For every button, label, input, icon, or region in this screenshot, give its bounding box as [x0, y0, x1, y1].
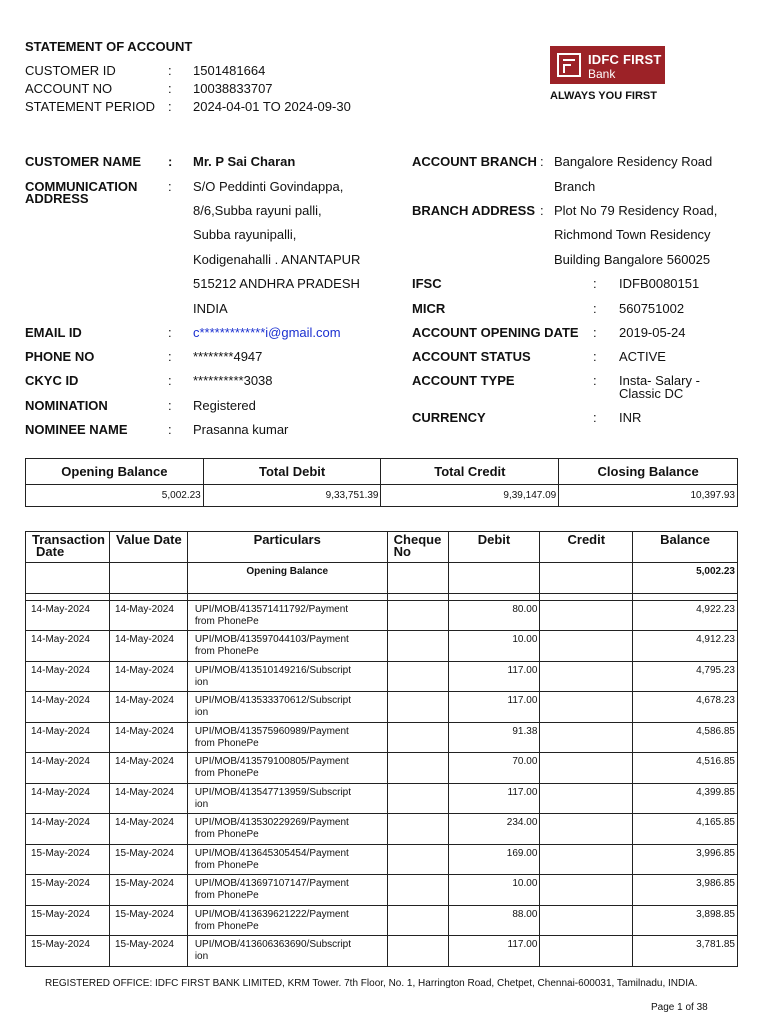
- logo-line1: IDFC FIRST: [588, 52, 662, 67]
- balance-amount: 3,996.85: [633, 844, 738, 875]
- colon: :: [593, 276, 597, 291]
- total-debit-value: 9,33,751.39: [203, 485, 381, 507]
- summary-header: Opening Balance: [26, 459, 204, 485]
- bank-logo-icon: [557, 53, 581, 77]
- account-no-value: 10038833707: [193, 81, 273, 96]
- summary-table: [25, 458, 738, 507]
- summary-header: Total Debit: [203, 459, 381, 485]
- colon: :: [168, 349, 172, 364]
- opening-date-value: 2019-05-24: [619, 325, 686, 340]
- nomination-label: NOMINATION: [25, 398, 108, 413]
- debit-amount: 10.00: [448, 875, 540, 906]
- credit-amount: [540, 936, 633, 967]
- currency-value: INR: [619, 410, 642, 425]
- debit-amount: 169.00: [448, 844, 540, 875]
- particulars-line: from PhonePe: [194, 768, 259, 779]
- balance-amount: 4,399.85: [633, 783, 738, 814]
- transaction-date: 15-May-2024: [26, 936, 110, 967]
- col-cheque: [387, 532, 448, 563]
- credit-amount: [540, 600, 633, 631]
- table-row: [26, 814, 738, 845]
- particulars-line: UPI/MOB/413510149216/Subscript: [194, 664, 352, 676]
- value-date: 14-May-2024: [109, 783, 187, 814]
- table-row: [26, 753, 738, 784]
- value-date: 15-May-2024: [109, 936, 187, 967]
- col-credit: Credit: [540, 532, 633, 563]
- transaction-date: 14-May-2024: [26, 753, 110, 784]
- particulars: [187, 814, 387, 845]
- debit-amount: 234.00: [448, 814, 540, 845]
- credit-amount: [540, 661, 633, 692]
- value-date: 14-May-2024: [109, 753, 187, 784]
- particulars-line: from PhonePe: [194, 646, 259, 657]
- opening-balance-row: [26, 563, 738, 594]
- particulars: [187, 783, 387, 814]
- particulars-line: from PhonePe: [194, 859, 259, 871]
- colon: :: [593, 325, 597, 340]
- address-line: 8/6,Subba rayuni palli,: [193, 203, 322, 218]
- nominee-value: Prasanna kumar: [193, 422, 289, 437]
- colon: :: [593, 349, 597, 364]
- debit-amount: 88.00: [448, 905, 540, 936]
- email-link[interactable]: c*************i@gmail.com: [193, 325, 341, 340]
- particulars-line: UPI/MOB/413547713959/Subscript: [194, 786, 352, 798]
- logo-tagline: ALWAYS YOU FIRST: [550, 90, 657, 102]
- balance-amount: 4,795.23: [633, 661, 738, 692]
- particulars: [187, 692, 387, 723]
- address-label-1: COMMUNICATION: [25, 179, 138, 194]
- credit-amount: [540, 814, 633, 845]
- cheque-no: [387, 661, 448, 692]
- col-particulars: Particulars: [187, 532, 387, 563]
- particulars-line: UPI/MOB/413639621222/Payment: [194, 908, 349, 920]
- debit-amount: 10.00: [448, 631, 540, 662]
- table-row: [26, 692, 738, 723]
- cheque-no: [387, 905, 448, 936]
- customer-name-value: Mr. P Sai Charan: [193, 154, 296, 169]
- balance-amount: 3,986.85: [633, 875, 738, 906]
- opening-date-label: ACCOUNT OPENING DATE: [412, 325, 579, 340]
- transaction-date: 14-May-2024: [26, 631, 110, 662]
- cheque-no: [387, 692, 448, 723]
- logo-line2: Bank: [588, 67, 616, 81]
- address-line: S/O Peddinti Govindappa,: [193, 179, 344, 194]
- col-header-text: Cheque: [393, 532, 442, 547]
- colon: :: [168, 398, 172, 413]
- colon: :: [168, 373, 172, 388]
- micr-value: 560751002: [619, 301, 685, 316]
- customer-id-label: CUSTOMER ID: [25, 63, 116, 78]
- table-row: [26, 905, 738, 936]
- debit-amount: 80.00: [448, 600, 540, 631]
- value-date: 14-May-2024: [109, 661, 187, 692]
- branch-address-line: Richmond Town Residency: [554, 227, 711, 242]
- transaction-date: 14-May-2024: [26, 722, 110, 753]
- debit-amount: 70.00: [448, 753, 540, 784]
- col-header-text: Transaction: [32, 532, 105, 547]
- particulars-line: ion: [194, 707, 209, 718]
- particulars-line: from PhonePe: [194, 829, 259, 840]
- col-debit: Debit: [448, 532, 540, 563]
- debit-amount: 91.38: [448, 722, 540, 753]
- particulars-line: from PhonePe: [194, 737, 259, 749]
- micr-label: MICR: [412, 301, 446, 316]
- particulars: [187, 753, 387, 784]
- cheque-no: [387, 600, 448, 631]
- value-date: 14-May-2024: [109, 600, 187, 631]
- table-row: [26, 844, 738, 875]
- particulars-line: UPI/MOB/413530229269/Payment: [194, 817, 349, 828]
- particulars-line: from PhonePe: [194, 615, 259, 627]
- value-date: 15-May-2024: [109, 875, 187, 906]
- opening-balance-amount: 5,002.23: [633, 563, 738, 594]
- debit-amount: 117.00: [448, 692, 540, 723]
- branch-address-line: Plot No 79 Residency Road,: [554, 203, 718, 218]
- credit-amount: [540, 905, 633, 936]
- table-cell: [540, 563, 633, 594]
- colon: :: [593, 410, 597, 425]
- registered-office: REGISTERED OFFICE: IDFC FIRST BANK LIMITED, KRM Tower. 7th Floor, No. 1, Harrington Road, Chetpet, Chennai-600031, Tamilnadu, INDIA.: [45, 978, 698, 989]
- colon: :: [168, 422, 172, 437]
- account-status-value: ACTIVE: [619, 349, 666, 364]
- particulars: [187, 905, 387, 936]
- cheque-no: [387, 753, 448, 784]
- statement-period-label: STATEMENT PERIOD: [25, 99, 156, 114]
- closing-balance-value: 10,397.93: [559, 485, 738, 507]
- colon: :: [168, 179, 172, 194]
- transaction-date: 14-May-2024: [26, 600, 110, 631]
- account-status-label: ACCOUNT STATUS: [412, 349, 531, 364]
- col-header-text: No: [393, 544, 411, 559]
- transactions-table: [25, 531, 738, 967]
- particulars: [187, 844, 387, 875]
- col-transaction-date: [26, 532, 110, 563]
- cheque-no: [387, 814, 448, 845]
- value-date: 15-May-2024: [109, 844, 187, 875]
- nominee-label: NOMINEE NAME: [25, 422, 128, 437]
- debit-amount: 117.00: [448, 661, 540, 692]
- transaction-date: 14-May-2024: [26, 814, 110, 845]
- account-type-value: Insta- Salary -: [619, 373, 700, 388]
- address-line: INDIA: [193, 301, 228, 316]
- transaction-date: 15-May-2024: [26, 905, 110, 936]
- customer-name-label: CUSTOMER NAME: [25, 154, 142, 169]
- particulars-line: UPI/MOB/413697107147/Payment: [194, 878, 349, 889]
- cheque-no: [387, 783, 448, 814]
- debit-amount: 117.00: [448, 783, 540, 814]
- debit-amount: 117.00: [448, 936, 540, 967]
- table-row: [26, 875, 738, 906]
- summary-header: Total Credit: [381, 459, 559, 485]
- credit-amount: [540, 783, 633, 814]
- table-cell: [26, 563, 110, 594]
- particulars: [187, 722, 387, 753]
- account-branch-value: Bangalore Residency Road: [554, 154, 713, 169]
- cheque-no: [387, 936, 448, 967]
- value-date: 14-May-2024: [109, 631, 187, 662]
- particulars: [187, 631, 387, 662]
- currency-label: CURRENCY: [412, 410, 486, 425]
- address-label-2: ADDRESS: [25, 191, 89, 206]
- summary-header: Closing Balance: [559, 459, 738, 485]
- col-balance: Balance: [633, 532, 738, 563]
- row-spacer: [26, 593, 738, 600]
- account-branch-value-2: Branch: [554, 179, 596, 194]
- particulars-line: from PhonePe: [194, 920, 259, 932]
- transaction-date: 14-May-2024: [26, 783, 110, 814]
- statement-title: STATEMENT OF ACCOUNT: [25, 39, 193, 54]
- account-type-value-2: Classic DC: [619, 386, 684, 401]
- particulars-line: UPI/MOB/413571411792/Payment: [194, 603, 349, 615]
- opening-balance-label: Opening Balance: [187, 563, 387, 594]
- value-date: 14-May-2024: [109, 692, 187, 723]
- particulars-line: UPI/MOB/413645305454/Payment: [194, 847, 349, 859]
- ifsc-label: IFSC: [412, 276, 442, 291]
- col-value-date: Value Date: [109, 532, 187, 563]
- credit-amount: [540, 722, 633, 753]
- branch-address-label: BRANCH ADDRESS: [412, 203, 536, 218]
- particulars: [187, 936, 387, 967]
- phone-value: ********4947: [193, 349, 263, 364]
- page-number: Page 1 of 38: [651, 1002, 708, 1013]
- balance-amount: 4,586.85: [633, 722, 738, 753]
- cheque-no: [387, 631, 448, 662]
- transaction-date: 15-May-2024: [26, 844, 110, 875]
- table-cell: [448, 563, 540, 594]
- credit-amount: [540, 631, 633, 662]
- value-date: 15-May-2024: [109, 905, 187, 936]
- balance-amount: 4,922.23: [633, 600, 738, 631]
- table-cell: [387, 563, 448, 594]
- address-line: 515212 ANDHRA PRADESH: [193, 276, 360, 291]
- table-cell: [109, 563, 187, 594]
- nomination-value: Registered: [193, 398, 256, 413]
- account-no-label: ACCOUNT NO: [25, 81, 113, 96]
- particulars-line: UPI/MOB/413533370612/Subscript: [194, 695, 352, 706]
- balance-amount: 3,781.85: [633, 936, 738, 967]
- colon: :: [168, 325, 172, 340]
- particulars: [187, 875, 387, 906]
- table-row: [26, 631, 738, 662]
- particulars-line: UPI/MOB/413597044103/Payment: [194, 634, 349, 645]
- ckyc-label: CKYC ID: [25, 373, 79, 388]
- particulars-line: UPI/MOB/413606363690/Subscript: [194, 939, 352, 950]
- branch-address-line: Building Bangalore 560025: [554, 252, 711, 267]
- colon: :: [540, 203, 544, 218]
- colon: :: [168, 154, 173, 169]
- transaction-date: 15-May-2024: [26, 875, 110, 906]
- ifsc-value: IDFB0080151: [619, 276, 700, 291]
- account-branch-label: ACCOUNT BRANCH: [412, 154, 537, 169]
- table-row: [26, 936, 738, 967]
- phone-label: PHONE NO: [25, 349, 95, 364]
- value-date: 14-May-2024: [109, 722, 187, 753]
- balance-amount: 3,898.85: [633, 905, 738, 936]
- credit-amount: [540, 692, 633, 723]
- bank-logo: [550, 46, 665, 84]
- table-row: [26, 783, 738, 814]
- total-credit-value: 9,39,147.09: [381, 485, 559, 507]
- address-line: Subba rayunipalli,: [193, 227, 297, 242]
- colon: :: [593, 301, 597, 316]
- particulars: [187, 661, 387, 692]
- particulars-line: ion: [194, 676, 209, 688]
- transaction-date: 14-May-2024: [26, 692, 110, 723]
- customer-id-value: 1501481664: [193, 63, 266, 78]
- particulars-line: ion: [194, 951, 209, 962]
- statement-period-value: 2024-04-01 TO 2024-09-30: [193, 99, 351, 114]
- opening-balance-value: 5,002.23: [26, 485, 204, 507]
- colon: :: [168, 63, 172, 78]
- cheque-no: [387, 722, 448, 753]
- balance-amount: 4,516.85: [633, 753, 738, 784]
- colon: :: [593, 373, 597, 388]
- colon: :: [540, 154, 544, 169]
- particulars-line: from PhonePe: [194, 890, 259, 901]
- address-line: Kodigenahalli . ANANTAPUR: [193, 252, 361, 267]
- particulars-line: UPI/MOB/413579100805/Payment: [194, 756, 349, 767]
- transaction-date: 14-May-2024: [26, 661, 110, 692]
- balance-amount: 4,678.23: [633, 692, 738, 723]
- credit-amount: [540, 753, 633, 784]
- colon: :: [168, 99, 172, 114]
- email-label: EMAIL ID: [25, 325, 82, 340]
- credit-amount: [540, 875, 633, 906]
- ckyc-value: **********3038: [193, 373, 273, 388]
- value-date: 14-May-2024: [109, 814, 187, 845]
- account-type-label: ACCOUNT TYPE: [412, 373, 515, 388]
- balance-amount: 4,912.23: [633, 631, 738, 662]
- particulars: [187, 600, 387, 631]
- table-row: [26, 722, 738, 753]
- col-header-text: Date: [36, 544, 65, 559]
- particulars-line: ion: [194, 798, 209, 810]
- cheque-no: [387, 875, 448, 906]
- particulars-line: UPI/MOB/413575960989/Payment: [194, 725, 349, 737]
- credit-amount: [540, 844, 633, 875]
- table-row: [26, 661, 738, 692]
- cheque-no: [387, 844, 448, 875]
- balance-amount: 4,165.85: [633, 814, 738, 845]
- colon: :: [168, 81, 172, 96]
- table-row: [26, 600, 738, 631]
